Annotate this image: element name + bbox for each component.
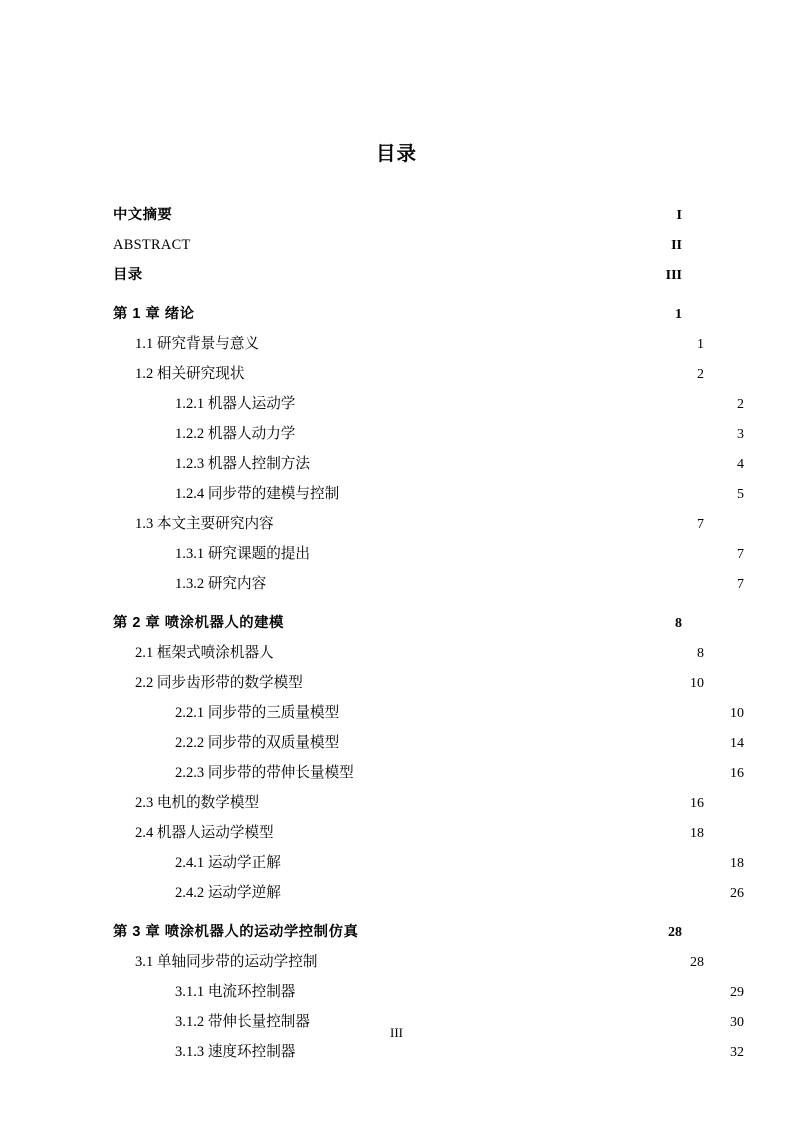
toc-entry[interactable] — [113, 230, 682, 260]
toc-entry[interactable] — [135, 359, 704, 389]
toc-entry-label: 3.1 单轴同步带的运动学控制 — [135, 954, 318, 970]
toc-entry-page-number: 7 — [737, 577, 744, 592]
toc-entry[interactable] — [135, 788, 704, 818]
toc-entry-page-number: 32 — [730, 1045, 744, 1060]
toc-dot-leader — [277, 645, 694, 658]
toc-entry-page-number: 2 — [697, 367, 704, 382]
toc-dot-leader — [342, 735, 727, 748]
toc-entry-label: 2.4.2 运动学逆解 — [175, 885, 281, 901]
footer-page-number: III — [390, 1025, 403, 1040]
toc-dot-leader — [342, 705, 727, 718]
toc-dot-leader — [284, 885, 727, 898]
toc-entry-page-number: 1 — [697, 337, 704, 352]
toc-entry[interactable] — [175, 728, 744, 758]
toc-entry[interactable] — [113, 260, 682, 290]
toc-dot-leader — [313, 546, 734, 559]
toc-entry[interactable] — [135, 947, 704, 977]
toc-entry-page-number: 3 — [737, 427, 744, 442]
toc-entry-label: 1.3.2 研究内容 — [175, 576, 267, 592]
toc-entry[interactable] — [175, 698, 744, 728]
toc-entry-page-number: 28 — [690, 955, 704, 970]
toc-entry[interactable] — [175, 539, 744, 569]
toc-dot-leader — [198, 306, 672, 319]
toc-entry-label: 1.2 相关研究现状 — [135, 366, 245, 382]
toc-entry-page-number: 29 — [730, 985, 744, 1000]
toc-entry[interactable] — [113, 608, 682, 638]
toc-entry-page-number: 14 — [730, 736, 744, 751]
toc-entry[interactable] — [113, 200, 682, 230]
toc-entry-label: 2.3 电机的数学模型 — [135, 795, 260, 811]
toc-entry[interactable] — [135, 329, 704, 359]
toc-entry-page-number: 7 — [737, 547, 744, 562]
toc-entry-page-number: 5 — [737, 487, 744, 502]
toc-entry-label: 第 1 章 绪论 — [113, 306, 195, 322]
toc-entry-label: 3.1.1 电流环控制器 — [175, 984, 296, 1000]
toc-entry-label: 3.1.2 带伸长量控制器 — [175, 1014, 310, 1030]
toc-entry-label: 第 2 章 喷涂机器人的建模 — [113, 615, 284, 631]
toc-dot-leader — [175, 207, 673, 220]
toc-entry-page-number: 10 — [690, 676, 704, 691]
toc-dot-leader — [306, 675, 687, 688]
toc-entry-page-number: 2 — [737, 397, 744, 412]
toc-entry[interactable] — [175, 569, 744, 599]
toc-dot-leader — [298, 426, 734, 439]
toc-entry-label: 1.3.1 研究课题的提出 — [175, 546, 310, 562]
toc-entry-label: 2.2.2 同步带的双质量模型 — [175, 735, 340, 751]
toc-entry-page-number: 18 — [730, 856, 744, 871]
toc-entry[interactable] — [175, 758, 744, 788]
toc-dot-leader — [298, 396, 734, 409]
toc-dot-leader — [342, 486, 734, 499]
toc-entry-page-number: III — [665, 268, 682, 283]
toc-dot-leader — [357, 765, 727, 778]
toc-entry-page-number: 4 — [737, 457, 744, 472]
toc-entry[interactable] — [175, 419, 744, 449]
toc-dot-leader — [262, 795, 687, 808]
toc-entry-page-number: 16 — [730, 766, 744, 781]
toc-dot-leader — [277, 825, 687, 838]
toc-dot-leader — [298, 1044, 727, 1057]
toc-entry-label: 1.2.3 机器人控制方法 — [175, 456, 310, 472]
toc-entry-label: ABSTRACT — [113, 237, 191, 253]
toc-entry-page-number: 8 — [697, 646, 704, 661]
toc-entry-page-number: 1 — [675, 307, 682, 322]
table-of-contents — [113, 200, 744, 1067]
page-title: 目录 — [375, 143, 417, 165]
toc-entry[interactable] — [175, 878, 744, 908]
toc-entry-label: 1.1 研究背景与意义 — [135, 336, 260, 352]
toc-dot-leader — [284, 855, 727, 868]
toc-entry[interactable] — [113, 299, 682, 329]
toc-entry-page-number: 10 — [730, 706, 744, 721]
toc-entry-label: 2.4 机器人运动学模型 — [135, 825, 274, 841]
toc-entry[interactable] — [175, 449, 744, 479]
toc-entry[interactable] — [135, 638, 704, 668]
toc-dot-leader — [194, 237, 669, 250]
toc-entry[interactable] — [175, 479, 744, 509]
toc-entry-label: 目录 — [113, 267, 143, 283]
toc-entry-label: 中文摘要 — [113, 207, 173, 223]
toc-entry-label: 2.1 框架式喷涂机器人 — [135, 645, 274, 661]
toc-entry[interactable] — [135, 509, 704, 539]
toc-entry-label: 1.3 本文主要研究内容 — [135, 516, 274, 532]
toc-entry-label: 3.1.3 速度环控制器 — [175, 1044, 296, 1060]
toc-entry[interactable] — [175, 389, 744, 419]
toc-entry-page-number: 8 — [675, 616, 682, 631]
toc-entry-page-number: II — [671, 238, 682, 253]
toc-entry-label: 1.2.2 机器人动力学 — [175, 426, 296, 442]
toc-entry[interactable] — [175, 1037, 744, 1067]
toc-entry-label: 1.2.4 同步带的建模与控制 — [175, 486, 340, 502]
toc-dot-leader — [361, 924, 665, 937]
toc-dot-leader — [146, 267, 663, 280]
toc-dot-leader — [313, 456, 734, 469]
toc-entry-label: 第 3 章 喷涂机器人的运动学控制仿真 — [113, 924, 359, 940]
toc-entry-page-number: 28 — [668, 925, 682, 940]
toc-entry-page-number: I — [676, 208, 682, 223]
toc-dot-leader — [262, 336, 694, 349]
toc-dot-leader — [269, 576, 734, 589]
toc-entry[interactable] — [175, 977, 744, 1007]
toc-entry-label: 2.4.1 运动学正解 — [175, 855, 281, 871]
toc-entry-page-number: 7 — [697, 517, 704, 532]
toc-entry[interactable] — [175, 848, 744, 878]
toc-entry[interactable] — [135, 818, 704, 848]
toc-dot-leader — [277, 516, 694, 529]
toc-entry-page-number: 30 — [730, 1015, 744, 1030]
toc-entry-label: 2.2.3 同步带的带伸长量模型 — [175, 765, 354, 781]
toc-entry-label: 2.2.1 同步带的三质量模型 — [175, 705, 340, 721]
toc-dot-leader — [298, 984, 727, 997]
toc-dot-leader — [287, 615, 672, 628]
toc-entry-label: 1.2.1 机器人运动学 — [175, 396, 296, 412]
toc-dot-leader — [247, 366, 694, 379]
toc-entry-page-number: 16 — [690, 796, 704, 811]
toc-entry[interactable] — [113, 917, 682, 947]
toc-entry-page-number: 26 — [730, 886, 744, 901]
toc-entry-label: 2.2 同步齿形带的数学模型 — [135, 675, 303, 691]
toc-entry-page-number: 18 — [690, 826, 704, 841]
toc-dot-leader — [320, 954, 687, 967]
toc-entry[interactable] — [135, 668, 704, 698]
